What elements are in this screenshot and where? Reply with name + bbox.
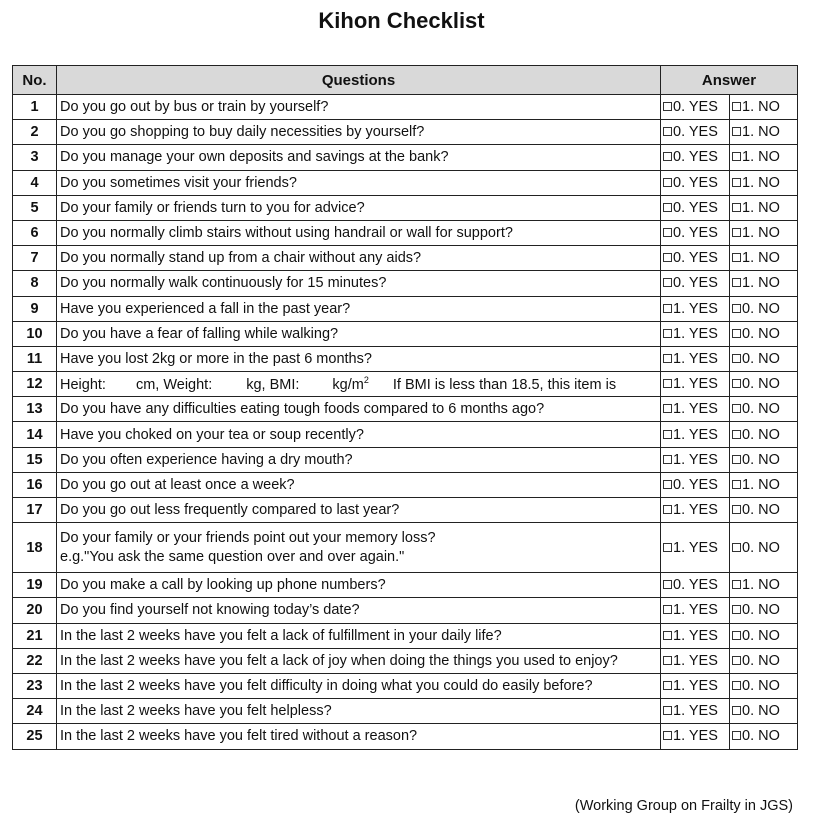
- checkbox-icon[interactable]: [732, 253, 741, 262]
- checkbox-icon[interactable]: [663, 102, 672, 111]
- answer-label: 0. NO: [742, 502, 780, 519]
- answer-option-2[interactable]: [730, 447, 798, 472]
- checkbox-icon[interactable]: [732, 354, 741, 363]
- question-text: In the last 2 weeks have you felt tired without a reason?: [60, 728, 418, 745]
- table-row: [13, 447, 798, 472]
- question-cell: [57, 246, 661, 271]
- answer-option-2[interactable]: [730, 422, 798, 447]
- answer-option-1[interactable]: [661, 699, 730, 724]
- table-row: [13, 220, 798, 245]
- table-row: [13, 699, 798, 724]
- answer-label: 1. NO: [742, 275, 780, 292]
- answer-option-2[interactable]: [730, 296, 798, 321]
- answer-label: 1. YES: [673, 376, 718, 393]
- table-row: [13, 397, 798, 422]
- table-row: [13, 523, 798, 573]
- answer-option-2[interactable]: [730, 397, 798, 422]
- answer-label: 1. NO: [742, 124, 780, 141]
- answer-label: 1. YES: [673, 325, 718, 342]
- question-text: Do you go out at least once a week?: [60, 476, 295, 493]
- row-number: 21: [13, 623, 57, 648]
- question-text: Do you go shopping to buy daily necessities by yourself?: [60, 124, 425, 141]
- answer-label: 0. YES: [673, 149, 718, 166]
- bmi-kg-label: kg, BMI:: [246, 377, 300, 394]
- checkbox-icon[interactable]: [663, 706, 672, 715]
- answer-label: 1. YES: [673, 401, 718, 418]
- answer-label: 0. NO: [742, 703, 780, 720]
- table-row: [13, 120, 798, 145]
- row-number: 11: [13, 346, 57, 371]
- answer-option-2[interactable]: [730, 623, 798, 648]
- table-row: [13, 246, 798, 271]
- table-row: [13, 321, 798, 346]
- question-text: In the last 2 weeks have you felt a lack of joy when doing the things you used to enjoy?: [60, 652, 618, 669]
- table-row: [13, 673, 798, 698]
- question-text: Do you often experience having a dry mouth?: [60, 451, 353, 468]
- answer-option-2[interactable]: [730, 699, 798, 724]
- checkbox-icon[interactable]: [732, 102, 741, 111]
- answer-label: 1. NO: [742, 149, 780, 166]
- checkbox-icon[interactable]: [732, 404, 741, 413]
- bmi-note: If BMI is less than 18.5, this item is: [392, 377, 617, 394]
- table-row: [13, 648, 798, 673]
- checkbox-icon[interactable]: [732, 580, 741, 589]
- checkbox-icon[interactable]: [663, 152, 672, 161]
- answer-label: 1. YES: [673, 678, 718, 695]
- table-row: [13, 95, 798, 120]
- question-cell: [57, 673, 661, 698]
- answer-label: 0. NO: [742, 401, 780, 418]
- answer-option-1[interactable]: [661, 422, 730, 447]
- header-answer: Answer: [661, 66, 798, 95]
- row-number: 17: [13, 498, 57, 523]
- answer-label: 1. YES: [673, 426, 718, 443]
- checkbox-icon[interactable]: [732, 706, 741, 715]
- checkbox-icon[interactable]: [732, 152, 741, 161]
- checkbox-icon[interactable]: [732, 127, 741, 136]
- answer-option-1[interactable]: [661, 447, 730, 472]
- answer-label: 1. YES: [673, 300, 718, 317]
- header-no: No.: [13, 66, 57, 95]
- question-cell: [57, 95, 661, 120]
- row-number: 19: [13, 573, 57, 598]
- answer-option-2[interactable]: [730, 220, 798, 245]
- question-text: Do you have a fear of falling while walking?: [60, 325, 339, 342]
- answer-label: 1. YES: [673, 627, 718, 644]
- answer-option-1[interactable]: [661, 724, 730, 749]
- checkbox-icon[interactable]: [732, 178, 741, 187]
- checkbox-icon[interactable]: [732, 543, 741, 552]
- answer-label: 1. YES: [673, 350, 718, 367]
- row-number: 15: [13, 447, 57, 472]
- question-cell: [57, 447, 661, 472]
- answer-option-1[interactable]: [661, 523, 730, 573]
- table-row: [13, 623, 798, 648]
- question-cell: [57, 145, 661, 170]
- answer-label: 1. YES: [673, 502, 718, 519]
- answer-option-1[interactable]: [661, 673, 730, 698]
- checkbox-icon[interactable]: [663, 329, 672, 338]
- checkbox-icon[interactable]: [663, 681, 672, 690]
- footer-credit: (Working Group on Frailty in JGS): [574, 798, 793, 814]
- checkbox-icon[interactable]: [732, 631, 741, 640]
- question-cell: [57, 699, 661, 724]
- answer-label: 1. NO: [742, 250, 780, 267]
- question-text: Do you make a call by looking up phone numbers?: [60, 577, 386, 594]
- row-number: 6: [13, 220, 57, 245]
- question-cell: [57, 397, 661, 422]
- answer-label: 0. YES: [673, 275, 718, 292]
- checkbox-icon[interactable]: [663, 731, 672, 740]
- row-number: 13: [13, 397, 57, 422]
- answer-option-1[interactable]: [661, 95, 730, 120]
- row-number: 7: [13, 246, 57, 271]
- question-cell: [57, 170, 661, 195]
- question-cell: [57, 724, 661, 749]
- answer-label: 0. YES: [673, 250, 718, 267]
- question-text: Do you go out less frequently compared to last year?: [60, 502, 400, 519]
- answer-label: 0. NO: [742, 627, 780, 644]
- answer-option-2[interactable]: [730, 372, 798, 397]
- answer-label: 0. NO: [742, 728, 780, 745]
- question-cell: [57, 498, 661, 523]
- answer-label: 0. NO: [742, 376, 780, 393]
- question-cell: [57, 271, 661, 296]
- question-text: In the last 2 weeks have you felt a lack of fulfillment in your daily life?: [60, 627, 502, 644]
- row-number: 14: [13, 422, 57, 447]
- answer-label: 0. NO: [742, 652, 780, 669]
- row-number: 25: [13, 724, 57, 749]
- answer-option-1[interactable]: [661, 598, 730, 623]
- checkbox-icon[interactable]: [663, 228, 672, 237]
- question-text: Have you experienced a fall in the past year?: [60, 300, 351, 317]
- checkbox-icon[interactable]: [732, 480, 741, 489]
- answer-label: 0. NO: [742, 325, 780, 342]
- table-row: [13, 346, 798, 371]
- answer-label: 1. YES: [673, 703, 718, 720]
- answer-option-1[interactable]: [661, 623, 730, 648]
- question-text: Have you lost 2kg or more in the past 6 months?: [60, 350, 372, 367]
- question-cell: [57, 296, 661, 321]
- row-number: 12: [13, 372, 57, 397]
- checkbox-icon[interactable]: [732, 379, 741, 388]
- answer-label: 1. YES: [673, 728, 718, 745]
- answer-option-1[interactable]: [661, 220, 730, 245]
- bmi-cm-label: cm, Weight:: [135, 377, 213, 394]
- checkbox-icon[interactable]: [732, 278, 741, 287]
- answer-label: 1. YES: [673, 451, 718, 468]
- answer-option-1[interactable]: [661, 296, 730, 321]
- checkbox-icon[interactable]: [663, 404, 672, 413]
- answer-option-2[interactable]: [730, 271, 798, 296]
- table-row: [13, 296, 798, 321]
- checkbox-icon[interactable]: [663, 543, 672, 552]
- checkbox-icon[interactable]: [732, 656, 741, 665]
- checkbox-icon[interactable]: [732, 203, 741, 212]
- bmi-unit: kg/m: [332, 377, 364, 394]
- row-number: 20: [13, 598, 57, 623]
- row-number: 1: [13, 95, 57, 120]
- answer-option-1[interactable]: [661, 321, 730, 346]
- question-cell: [57, 472, 661, 497]
- answer-option-2[interactable]: [730, 498, 798, 523]
- checkbox-icon[interactable]: [732, 505, 741, 514]
- checkbox-icon[interactable]: [732, 681, 741, 690]
- checklist-table: [12, 65, 798, 750]
- answer-label: 0. YES: [673, 225, 718, 242]
- question-text: Do you go out by bus or train by yourself?: [60, 99, 329, 116]
- question-cell: [57, 422, 661, 447]
- row-number: 18: [13, 523, 57, 573]
- answer-option-2[interactable]: [730, 321, 798, 346]
- row-number: 8: [13, 271, 57, 296]
- question-cell: [57, 623, 661, 648]
- answer-option-2[interactable]: [730, 95, 798, 120]
- question-text: Do you sometimes visit your friends?: [60, 174, 297, 191]
- answer-option-2[interactable]: [730, 523, 798, 573]
- answer-label: 0. NO: [742, 602, 780, 619]
- question-text: Do you normally walk continuously for 15 minutes?: [60, 275, 387, 292]
- checkbox-icon[interactable]: [732, 605, 741, 614]
- row-number: 9: [13, 296, 57, 321]
- answer-label: 0. YES: [673, 577, 718, 594]
- question-text: Do you normally stand up from a chair without any aids?: [60, 250, 422, 267]
- answer-label: 0. YES: [673, 124, 718, 141]
- checkbox-icon[interactable]: [732, 430, 741, 439]
- answer-label: 1. NO: [742, 199, 780, 216]
- checkbox-icon[interactable]: [663, 178, 672, 187]
- question-cell: [57, 321, 661, 346]
- question-cell: [57, 573, 661, 598]
- row-number: 2: [13, 120, 57, 145]
- table-row: [13, 724, 798, 749]
- row-number: 10: [13, 321, 57, 346]
- row-number: 23: [13, 673, 57, 698]
- row-number: 24: [13, 699, 57, 724]
- checkbox-icon[interactable]: [663, 203, 672, 212]
- question-text: Do your family or friends turn to you for advice?: [60, 199, 365, 216]
- bmi-height-label: Height:: [60, 377, 106, 394]
- answer-option-1[interactable]: [661, 372, 730, 397]
- question-cell: [57, 346, 661, 371]
- question-text: In the last 2 weeks have you felt difficulty in doing what you could do easily before?: [60, 678, 593, 695]
- question-text: Do you normally climb stairs without using handrail or wall for support?: [60, 225, 513, 242]
- checkbox-icon[interactable]: [663, 605, 672, 614]
- page-title: Kihon Checklist: [318, 8, 485, 33]
- checkbox-icon[interactable]: [663, 631, 672, 640]
- question-cell: [57, 648, 661, 673]
- checkbox-icon[interactable]: [663, 480, 672, 489]
- answer-label: 1. NO: [742, 99, 780, 116]
- question-cell: [57, 220, 661, 245]
- answer-option-2[interactable]: [730, 246, 798, 271]
- checkbox-icon[interactable]: [732, 455, 741, 464]
- question-text: Do you manage your own deposits and savings at the bank?: [60, 149, 449, 166]
- checkbox-icon[interactable]: [732, 228, 741, 237]
- answer-label: 0. NO: [742, 350, 780, 367]
- answer-option-2[interactable]: [730, 648, 798, 673]
- header-row: [13, 66, 798, 95]
- answer-option-2[interactable]: [730, 598, 798, 623]
- question-cell: [57, 523, 661, 573]
- answer-option-1[interactable]: [661, 145, 730, 170]
- checkbox-icon[interactable]: [663, 505, 672, 514]
- header-questions: Questions: [57, 66, 661, 95]
- answer-option-2[interactable]: [730, 170, 798, 195]
- answer-option-2[interactable]: [730, 472, 798, 497]
- question-cell: [57, 120, 661, 145]
- checkbox-icon[interactable]: [663, 430, 672, 439]
- answer-option-1[interactable]: [661, 498, 730, 523]
- answer-label: 1. YES: [673, 602, 718, 619]
- answer-option-2[interactable]: [730, 673, 798, 698]
- answer-option-2[interactable]: [730, 724, 798, 749]
- answer-label: 1. NO: [742, 174, 780, 191]
- table-row: [13, 573, 798, 598]
- checkbox-icon[interactable]: [663, 580, 672, 589]
- checkbox-icon[interactable]: [663, 656, 672, 665]
- answer-label: 0. YES: [673, 99, 718, 116]
- answer-option-2[interactable]: [730, 145, 798, 170]
- checkbox-icon[interactable]: [663, 379, 672, 388]
- checkbox-icon[interactable]: [663, 253, 672, 262]
- question-text: Do you have any difficulties eating tough foods compared to 6 months ago?: [60, 401, 545, 418]
- answer-option-1[interactable]: [661, 648, 730, 673]
- answer-option-1[interactable]: [661, 120, 730, 145]
- answer-option-1[interactable]: [661, 472, 730, 497]
- checkbox-icon[interactable]: [732, 329, 741, 338]
- question-text: Do your family or your friends point out your memory loss?: [60, 529, 436, 546]
- checkbox-icon[interactable]: [663, 455, 672, 464]
- table-row: [13, 472, 798, 497]
- row-number: 3: [13, 145, 57, 170]
- question-cell: [57, 195, 661, 220]
- question-example: e.g."You ask the same question over and over again.": [60, 548, 405, 565]
- bmi-unit-exponent: 2: [363, 375, 369, 386]
- table-row: [13, 170, 798, 195]
- answer-label: 0. YES: [673, 476, 718, 493]
- table-row: [13, 422, 798, 447]
- answer-label: 0. NO: [742, 678, 780, 695]
- checkbox-icon[interactable]: [732, 304, 741, 313]
- question-text: Have you choked on your tea or soup recently?: [60, 426, 364, 443]
- answer-option-1[interactable]: [661, 246, 730, 271]
- answer-label: 1. YES: [673, 539, 718, 556]
- answer-option-1[interactable]: [661, 195, 730, 220]
- question-cell: [57, 598, 661, 623]
- table-row: [13, 145, 798, 170]
- row-number: 22: [13, 648, 57, 673]
- table-row: [13, 195, 798, 220]
- checkbox-icon[interactable]: [663, 354, 672, 363]
- row-number: 4: [13, 170, 57, 195]
- answer-option-2[interactable]: [730, 573, 798, 598]
- table-row: [13, 372, 798, 397]
- row-number: 5: [13, 195, 57, 220]
- answer-label: 1. NO: [742, 577, 780, 594]
- answer-option-1[interactable]: [661, 573, 730, 598]
- answer-label: 1. YES: [673, 652, 718, 669]
- answer-option-2[interactable]: [730, 120, 798, 145]
- checkbox-icon[interactable]: [732, 731, 741, 740]
- answer-label: 0. NO: [742, 451, 780, 468]
- question-cell: [57, 372, 661, 397]
- table-row: [13, 498, 798, 523]
- question-text: Do you find yourself not knowing today’s date?: [60, 602, 360, 619]
- answer-label: 0. NO: [742, 426, 780, 443]
- answer-option-1[interactable]: [661, 170, 730, 195]
- answer-option-1[interactable]: [661, 271, 730, 296]
- answer-label: 1. NO: [742, 225, 780, 242]
- row-number: 16: [13, 472, 57, 497]
- answer-option-1[interactable]: [661, 346, 730, 371]
- checkbox-icon[interactable]: [663, 127, 672, 136]
- table-row: [13, 598, 798, 623]
- answer-option-2[interactable]: [730, 346, 798, 371]
- checkbox-icon[interactable]: [663, 278, 672, 287]
- answer-label: 0. YES: [673, 174, 718, 191]
- answer-option-1[interactable]: [661, 397, 730, 422]
- answer-option-2[interactable]: [730, 195, 798, 220]
- checkbox-icon[interactable]: [663, 304, 672, 313]
- answer-label: 0. NO: [742, 539, 780, 556]
- question-text: In the last 2 weeks have you felt helpless?: [60, 703, 332, 720]
- table-row: [13, 271, 798, 296]
- answer-label: 0. YES: [673, 199, 718, 216]
- answer-label: 1. NO: [742, 476, 780, 493]
- answer-label: 0. NO: [742, 300, 780, 317]
